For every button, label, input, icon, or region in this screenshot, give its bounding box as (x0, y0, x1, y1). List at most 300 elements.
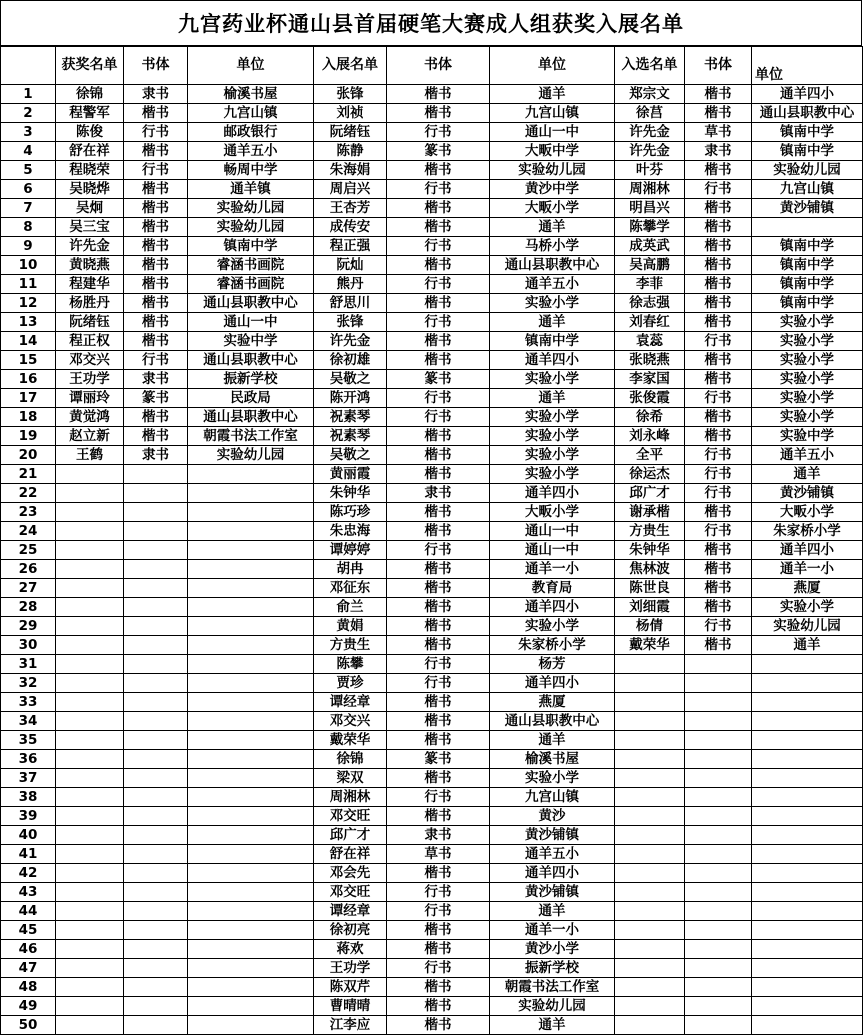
award-unit-cell[interactable] (188, 921, 314, 940)
selected-script-cell[interactable]: 楷书 (685, 275, 752, 294)
selected-unit-cell[interactable]: 朱家桥小学 (752, 522, 863, 541)
row-number-cell[interactable]: 26 (1, 560, 56, 579)
award-script-cell[interactable] (124, 826, 188, 845)
exhibit-name-cell[interactable]: 朱忠海 (314, 522, 387, 541)
award-script-cell[interactable]: 楷书 (124, 142, 188, 161)
selected-unit-cell[interactable]: 实验小学 (752, 389, 863, 408)
selected-unit-cell[interactable]: 实验中学 (752, 427, 863, 446)
row-number-cell[interactable]: 11 (1, 275, 56, 294)
award-unit-cell[interactable] (188, 674, 314, 693)
exhibit-script-cell[interactable]: 楷书 (387, 598, 490, 617)
selected-name-cell[interactable] (615, 845, 685, 864)
award-name-cell[interactable]: 舒在祥 (56, 142, 124, 161)
row-number-cell[interactable]: 1 (1, 85, 56, 104)
selected-script-cell[interactable]: 楷书 (685, 256, 752, 275)
selected-unit-cell[interactable]: 燕厦 (752, 579, 863, 598)
selected-unit-cell[interactable] (752, 750, 863, 769)
award-name-cell[interactable] (56, 750, 124, 769)
row-number-cell[interactable]: 17 (1, 389, 56, 408)
row-number-cell[interactable]: 29 (1, 617, 56, 636)
selected-name-cell[interactable]: 朱钟华 (615, 541, 685, 560)
exhibit-script-cell[interactable]: 行书 (387, 788, 490, 807)
exhibit-script-cell[interactable]: 楷书 (387, 693, 490, 712)
award-script-cell[interactable] (124, 636, 188, 655)
exhibit-name-cell[interactable]: 江李应 (314, 1016, 387, 1035)
row-number-cell[interactable]: 9 (1, 237, 56, 256)
selected-unit-cell[interactable] (752, 218, 863, 237)
award-script-cell[interactable] (124, 807, 188, 826)
exhibit-unit-cell[interactable]: 实验幼儿园 (490, 161, 615, 180)
exhibit-unit-cell[interactable]: 通羊四小 (490, 674, 615, 693)
selected-name-cell[interactable]: 谢承楷 (615, 503, 685, 522)
award-name-cell[interactable]: 吴炯 (56, 199, 124, 218)
award-script-cell[interactable] (124, 617, 188, 636)
row-number-cell[interactable]: 24 (1, 522, 56, 541)
award-name-cell[interactable] (56, 997, 124, 1016)
selected-name-cell[interactable]: 李菲 (615, 275, 685, 294)
selected-script-cell[interactable]: 楷书 (685, 313, 752, 332)
exhibit-unit-cell[interactable]: 通山县职教中心 (490, 712, 615, 731)
exhibit-unit-cell[interactable]: 实验小学 (490, 427, 615, 446)
row-number-cell[interactable]: 12 (1, 294, 56, 313)
exhibit-name-cell[interactable]: 谭经章 (314, 693, 387, 712)
selected-script-cell[interactable] (685, 864, 752, 883)
selected-unit-cell[interactable]: 九宫山镇 (752, 180, 863, 199)
exhibit-name-cell[interactable]: 熊丹 (314, 275, 387, 294)
row-number-cell[interactable]: 34 (1, 712, 56, 731)
award-unit-cell[interactable] (188, 940, 314, 959)
exhibit-unit-cell[interactable]: 黄沙小学 (490, 940, 615, 959)
exhibit-name-cell[interactable]: 俞兰 (314, 598, 387, 617)
exhibit-script-cell[interactable]: 行书 (387, 655, 490, 674)
selected-unit-cell[interactable]: 黄沙铺镇 (752, 484, 863, 503)
award-script-cell[interactable]: 隶书 (124, 85, 188, 104)
award-name-cell[interactable] (56, 940, 124, 959)
award-name-cell[interactable] (56, 693, 124, 712)
award-name-cell[interactable] (56, 788, 124, 807)
exhibit-script-cell[interactable]: 行书 (387, 959, 490, 978)
selected-script-cell[interactable] (685, 902, 752, 921)
row-number-cell[interactable]: 49 (1, 997, 56, 1016)
award-unit-cell[interactable] (188, 655, 314, 674)
selected-script-cell[interactable] (685, 883, 752, 902)
exhibit-script-cell[interactable]: 行书 (387, 275, 490, 294)
exhibit-script-cell[interactable]: 楷书 (387, 446, 490, 465)
selected-script-cell[interactable]: 楷书 (685, 104, 752, 123)
selected-unit-cell[interactable] (752, 826, 863, 845)
selected-unit-cell[interactable]: 通羊五小 (752, 446, 863, 465)
row-number-cell[interactable]: 13 (1, 313, 56, 332)
award-name-cell[interactable]: 许先金 (56, 237, 124, 256)
exhibit-name-cell[interactable]: 蒋欢 (314, 940, 387, 959)
award-unit-cell[interactable]: 实验幼儿园 (188, 199, 314, 218)
exhibit-unit-cell[interactable]: 通羊 (490, 1016, 615, 1035)
selected-name-cell[interactable] (615, 693, 685, 712)
award-unit-cell[interactable] (188, 769, 314, 788)
selected-script-cell[interactable]: 行书 (685, 332, 752, 351)
row-number-cell[interactable]: 14 (1, 332, 56, 351)
selected-name-cell[interactable] (615, 978, 685, 997)
selected-script-cell[interactable] (685, 921, 752, 940)
exhibit-script-cell[interactable]: 行书 (387, 674, 490, 693)
exhibit-script-cell[interactable]: 楷书 (387, 85, 490, 104)
selected-unit-cell[interactable]: 镇南中学 (752, 142, 863, 161)
selected-name-cell[interactable]: 陈世良 (615, 579, 685, 598)
selected-unit-cell[interactable]: 通羊一小 (752, 560, 863, 579)
award-script-cell[interactable]: 楷书 (124, 180, 188, 199)
selected-name-cell[interactable] (615, 807, 685, 826)
award-unit-cell[interactable] (188, 997, 314, 1016)
selected-unit-cell[interactable] (752, 731, 863, 750)
selected-script-cell[interactable]: 楷书 (685, 199, 752, 218)
exhibit-unit-cell[interactable]: 实验幼儿园 (490, 997, 615, 1016)
award-unit-cell[interactable]: 镇南中学 (188, 237, 314, 256)
selected-script-cell[interactable]: 楷书 (685, 636, 752, 655)
award-name-cell[interactable]: 黄觉鸿 (56, 408, 124, 427)
selected-name-cell[interactable]: 徐希 (615, 408, 685, 427)
award-name-cell[interactable]: 王功学 (56, 370, 124, 389)
exhibit-script-cell[interactable]: 篆书 (387, 370, 490, 389)
exhibit-script-cell[interactable]: 行书 (387, 902, 490, 921)
exhibit-name-cell[interactable]: 黄娟 (314, 617, 387, 636)
selected-name-cell[interactable]: 陈攀学 (615, 218, 685, 237)
selected-name-cell[interactable] (615, 864, 685, 883)
exhibit-name-cell[interactable]: 胡冉 (314, 560, 387, 579)
exhibit-name-cell[interactable]: 徐初亮 (314, 921, 387, 940)
exhibit-script-cell[interactable]: 隶书 (387, 826, 490, 845)
award-name-cell[interactable]: 吴三宝 (56, 218, 124, 237)
row-number-cell[interactable]: 42 (1, 864, 56, 883)
exhibit-name-cell[interactable]: 贾珍 (314, 674, 387, 693)
award-script-cell[interactable] (124, 655, 188, 674)
row-number-cell[interactable]: 3 (1, 123, 56, 142)
selected-name-cell[interactable]: 刘永峰 (615, 427, 685, 446)
selected-script-cell[interactable]: 楷书 (685, 85, 752, 104)
exhibit-unit-cell[interactable]: 实验小学 (490, 370, 615, 389)
selected-unit-cell[interactable] (752, 959, 863, 978)
exhibit-name-cell[interactable]: 舒在祥 (314, 845, 387, 864)
selected-unit-cell[interactable]: 实验小学 (752, 408, 863, 427)
award-unit-cell[interactable] (188, 579, 314, 598)
award-unit-cell[interactable] (188, 598, 314, 617)
selected-unit-cell[interactable] (752, 788, 863, 807)
selected-name-cell[interactable]: 明昌兴 (615, 199, 685, 218)
award-name-cell[interactable] (56, 598, 124, 617)
exhibit-name-cell[interactable]: 邓会先 (314, 864, 387, 883)
selected-script-cell[interactable]: 楷书 (685, 541, 752, 560)
exhibit-unit-cell[interactable]: 通山一中 (490, 522, 615, 541)
selected-script-cell[interactable] (685, 978, 752, 997)
exhibit-script-cell[interactable]: 楷书 (387, 921, 490, 940)
selected-script-cell[interactable] (685, 674, 752, 693)
award-name-cell[interactable] (56, 826, 124, 845)
award-script-cell[interactable] (124, 503, 188, 522)
selected-script-cell[interactable]: 隶书 (685, 142, 752, 161)
row-number-cell[interactable]: 50 (1, 1016, 56, 1035)
exhibit-unit-cell[interactable]: 马桥小学 (490, 237, 615, 256)
award-script-cell[interactable]: 楷书 (124, 237, 188, 256)
award-unit-cell[interactable] (188, 617, 314, 636)
exhibit-script-cell[interactable]: 楷书 (387, 807, 490, 826)
exhibit-name-cell[interactable]: 成传安 (314, 218, 387, 237)
award-script-cell[interactable] (124, 978, 188, 997)
selected-name-cell[interactable]: 方贵生 (615, 522, 685, 541)
exhibit-name-cell[interactable]: 谭经章 (314, 902, 387, 921)
row-number-cell[interactable]: 22 (1, 484, 56, 503)
exhibit-script-cell[interactable]: 篆书 (387, 750, 490, 769)
exhibit-unit-cell[interactable]: 实验小学 (490, 465, 615, 484)
row-number-cell[interactable]: 23 (1, 503, 56, 522)
row-number-cell[interactable]: 7 (1, 199, 56, 218)
award-name-cell[interactable]: 王鹤 (56, 446, 124, 465)
exhibit-name-cell[interactable]: 黄丽霞 (314, 465, 387, 484)
selected-unit-cell[interactable] (752, 693, 863, 712)
exhibit-unit-cell[interactable]: 实验小学 (490, 294, 615, 313)
award-name-cell[interactable] (56, 560, 124, 579)
selected-name-cell[interactable]: 邱广才 (615, 484, 685, 503)
selected-script-cell[interactable]: 楷书 (685, 351, 752, 370)
selected-script-cell[interactable] (685, 788, 752, 807)
award-script-cell[interactable] (124, 959, 188, 978)
exhibit-unit-cell[interactable]: 镇南中学 (490, 332, 615, 351)
row-number-cell[interactable]: 30 (1, 636, 56, 655)
selected-script-cell[interactable] (685, 845, 752, 864)
exhibit-name-cell[interactable]: 吴敬之 (314, 446, 387, 465)
exhibit-name-cell[interactable]: 陈开鸿 (314, 389, 387, 408)
award-script-cell[interactable] (124, 484, 188, 503)
exhibit-name-cell[interactable]: 陈静 (314, 142, 387, 161)
exhibit-name-cell[interactable]: 邓征东 (314, 579, 387, 598)
selected-unit-cell[interactable]: 镇南中学 (752, 123, 863, 142)
award-name-cell[interactable]: 徐锦 (56, 85, 124, 104)
selected-name-cell[interactable] (615, 902, 685, 921)
award-unit-cell[interactable]: 睿涵书画院 (188, 275, 314, 294)
row-number-cell[interactable]: 18 (1, 408, 56, 427)
award-unit-cell[interactable] (188, 465, 314, 484)
award-unit-cell[interactable] (188, 541, 314, 560)
exhibit-script-cell[interactable]: 行书 (387, 180, 490, 199)
award-name-cell[interactable] (56, 902, 124, 921)
selected-script-cell[interactable]: 行书 (685, 446, 752, 465)
exhibit-script-cell[interactable]: 楷书 (387, 294, 490, 313)
award-unit-cell[interactable]: 通山县职教中心 (188, 408, 314, 427)
award-unit-cell[interactable] (188, 693, 314, 712)
exhibit-unit-cell[interactable]: 振新学校 (490, 959, 615, 978)
selected-name-cell[interactable] (615, 997, 685, 1016)
award-script-cell[interactable]: 隶书 (124, 370, 188, 389)
exhibit-unit-cell[interactable]: 通羊一小 (490, 921, 615, 940)
selected-unit-cell[interactable]: 镇南中学 (752, 237, 863, 256)
exhibit-unit-cell[interactable]: 实验小学 (490, 617, 615, 636)
exhibit-unit-cell[interactable]: 通羊 (490, 389, 615, 408)
award-name-cell[interactable] (56, 522, 124, 541)
award-script-cell[interactable] (124, 712, 188, 731)
exhibit-unit-cell[interactable]: 通羊 (490, 218, 615, 237)
exhibit-name-cell[interactable]: 邓交旺 (314, 807, 387, 826)
selected-unit-cell[interactable]: 实验小学 (752, 332, 863, 351)
selected-unit-cell[interactable]: 通羊四小 (752, 541, 863, 560)
row-number-cell[interactable]: 31 (1, 655, 56, 674)
award-unit-cell[interactable]: 朝霞书法工作室 (188, 427, 314, 446)
exhibit-unit-cell[interactable]: 通羊四小 (490, 598, 615, 617)
award-script-cell[interactable]: 楷书 (124, 408, 188, 427)
award-script-cell[interactable]: 行书 (124, 123, 188, 142)
award-name-cell[interactable] (56, 731, 124, 750)
award-unit-cell[interactable]: 实验幼儿园 (188, 446, 314, 465)
exhibit-script-cell[interactable]: 楷书 (387, 864, 490, 883)
award-unit-cell[interactable]: 通羊镇 (188, 180, 314, 199)
exhibit-script-cell[interactable]: 楷书 (387, 579, 490, 598)
selected-script-cell[interactable] (685, 769, 752, 788)
award-name-cell[interactable] (56, 579, 124, 598)
exhibit-name-cell[interactable]: 王杏芳 (314, 199, 387, 218)
exhibit-script-cell[interactable]: 楷书 (387, 636, 490, 655)
row-number-cell[interactable]: 4 (1, 142, 56, 161)
row-number-cell[interactable]: 48 (1, 978, 56, 997)
selected-name-cell[interactable] (615, 769, 685, 788)
exhibit-unit-cell[interactable]: 杨芳 (490, 655, 615, 674)
award-name-cell[interactable]: 程晓荣 (56, 161, 124, 180)
selected-name-cell[interactable]: 焦林波 (615, 560, 685, 579)
exhibit-unit-cell[interactable]: 通羊 (490, 902, 615, 921)
exhibit-script-cell[interactable]: 楷书 (387, 104, 490, 123)
award-script-cell[interactable]: 楷书 (124, 256, 188, 275)
exhibit-unit-cell[interactable]: 实验小学 (490, 446, 615, 465)
exhibit-unit-cell[interactable]: 九宫山镇 (490, 104, 615, 123)
exhibit-unit-cell[interactable]: 朝霞书法工作室 (490, 978, 615, 997)
row-number-cell[interactable]: 32 (1, 674, 56, 693)
exhibit-unit-cell[interactable]: 黄沙中学 (490, 180, 615, 199)
selected-script-cell[interactable]: 楷书 (685, 598, 752, 617)
exhibit-name-cell[interactable]: 祝素琴 (314, 427, 387, 446)
row-number-cell[interactable]: 36 (1, 750, 56, 769)
selected-script-cell[interactable] (685, 750, 752, 769)
exhibit-unit-cell[interactable]: 大畈小学 (490, 199, 615, 218)
exhibit-unit-cell[interactable]: 通羊一小 (490, 560, 615, 579)
exhibit-script-cell[interactable]: 行书 (387, 883, 490, 902)
selected-unit-cell[interactable]: 通山县职教中心 (752, 104, 863, 123)
exhibit-unit-cell[interactable]: 通羊四小 (490, 351, 615, 370)
award-unit-cell[interactable]: 实验中学 (188, 332, 314, 351)
exhibit-script-cell[interactable]: 行书 (387, 389, 490, 408)
exhibit-unit-cell[interactable]: 通羊四小 (490, 484, 615, 503)
award-name-cell[interactable] (56, 864, 124, 883)
award-script-cell[interactable]: 楷书 (124, 275, 188, 294)
exhibit-name-cell[interactable]: 王功学 (314, 959, 387, 978)
selected-script-cell[interactable]: 楷书 (685, 579, 752, 598)
exhibit-name-cell[interactable]: 曹晴晴 (314, 997, 387, 1016)
award-script-cell[interactable] (124, 883, 188, 902)
selected-unit-cell[interactable]: 镇南中学 (752, 275, 863, 294)
exhibit-script-cell[interactable]: 楷书 (387, 712, 490, 731)
award-name-cell[interactable]: 黄晓燕 (56, 256, 124, 275)
exhibit-name-cell[interactable]: 舒思川 (314, 294, 387, 313)
award-name-cell[interactable] (56, 655, 124, 674)
selected-unit-cell[interactable] (752, 712, 863, 731)
exhibit-name-cell[interactable]: 张锋 (314, 85, 387, 104)
award-unit-cell[interactable] (188, 883, 314, 902)
selected-script-cell[interactable]: 楷书 (685, 560, 752, 579)
selected-name-cell[interactable]: 袁蕊 (615, 332, 685, 351)
row-number-cell[interactable]: 41 (1, 845, 56, 864)
exhibit-unit-cell[interactable]: 黄沙 (490, 807, 615, 826)
exhibit-unit-cell[interactable]: 通山一中 (490, 541, 615, 560)
exhibit-script-cell[interactable]: 楷书 (387, 617, 490, 636)
exhibit-script-cell[interactable]: 楷书 (387, 769, 490, 788)
row-number-cell[interactable]: 15 (1, 351, 56, 370)
award-unit-cell[interactable] (188, 484, 314, 503)
exhibit-unit-cell[interactable]: 朱家桥小学 (490, 636, 615, 655)
award-unit-cell[interactable] (188, 522, 314, 541)
award-unit-cell[interactable] (188, 845, 314, 864)
selected-unit-cell[interactable]: 通羊 (752, 465, 863, 484)
selected-script-cell[interactable]: 楷书 (685, 218, 752, 237)
selected-script-cell[interactable] (685, 959, 752, 978)
award-unit-cell[interactable]: 榆溪书屋 (188, 85, 314, 104)
selected-script-cell[interactable] (685, 940, 752, 959)
exhibit-script-cell[interactable]: 楷书 (387, 978, 490, 997)
exhibit-name-cell[interactable]: 梁双 (314, 769, 387, 788)
award-script-cell[interactable] (124, 921, 188, 940)
row-number-cell[interactable]: 8 (1, 218, 56, 237)
selected-name-cell[interactable]: 周湘林 (615, 180, 685, 199)
award-unit-cell[interactable]: 邮政银行 (188, 123, 314, 142)
exhibit-unit-cell[interactable]: 通山县职教中心 (490, 256, 615, 275)
award-script-cell[interactable]: 楷书 (124, 199, 188, 218)
exhibit-name-cell[interactable]: 邓交旺 (314, 883, 387, 902)
selected-unit-cell[interactable]: 实验小学 (752, 313, 863, 332)
award-script-cell[interactable] (124, 902, 188, 921)
selected-name-cell[interactable] (615, 655, 685, 674)
award-unit-cell[interactable] (188, 560, 314, 579)
award-unit-cell[interactable]: 通山一中 (188, 313, 314, 332)
award-script-cell[interactable] (124, 845, 188, 864)
exhibit-name-cell[interactable]: 邓交兴 (314, 712, 387, 731)
selected-unit-cell[interactable] (752, 864, 863, 883)
award-name-cell[interactable]: 程正权 (56, 332, 124, 351)
exhibit-script-cell[interactable]: 行书 (387, 313, 490, 332)
exhibit-script-cell[interactable]: 隶书 (387, 484, 490, 503)
selected-unit-cell[interactable] (752, 921, 863, 940)
award-unit-cell[interactable] (188, 959, 314, 978)
selected-script-cell[interactable]: 楷书 (685, 237, 752, 256)
selected-name-cell[interactable]: 郑宗文 (615, 85, 685, 104)
award-name-cell[interactable] (56, 674, 124, 693)
selected-name-cell[interactable] (615, 750, 685, 769)
exhibit-unit-cell[interactable]: 通山一中 (490, 123, 615, 142)
exhibit-script-cell[interactable]: 楷书 (387, 1016, 490, 1035)
exhibit-unit-cell[interactable]: 榆溪书屋 (490, 750, 615, 769)
selected-script-cell[interactable]: 楷书 (685, 408, 752, 427)
selected-unit-cell[interactable]: 实验幼儿园 (752, 617, 863, 636)
selected-name-cell[interactable] (615, 959, 685, 978)
award-script-cell[interactable] (124, 864, 188, 883)
selected-name-cell[interactable]: 杨倩 (615, 617, 685, 636)
selected-unit-cell[interactable]: 镇南中学 (752, 294, 863, 313)
award-script-cell[interactable] (124, 750, 188, 769)
selected-script-cell[interactable]: 楷书 (685, 294, 752, 313)
exhibit-unit-cell[interactable]: 通羊五小 (490, 275, 615, 294)
selected-name-cell[interactable] (615, 731, 685, 750)
award-script-cell[interactable] (124, 693, 188, 712)
selected-unit-cell[interactable]: 实验小学 (752, 598, 863, 617)
exhibit-name-cell[interactable]: 方贵生 (314, 636, 387, 655)
selected-unit-cell[interactable]: 通羊 (752, 636, 863, 655)
award-name-cell[interactable]: 程建华 (56, 275, 124, 294)
selected-unit-cell[interactable]: 实验幼儿园 (752, 161, 863, 180)
award-unit-cell[interactable]: 睿涵书画院 (188, 256, 314, 275)
award-unit-cell[interactable]: 实验幼儿园 (188, 218, 314, 237)
